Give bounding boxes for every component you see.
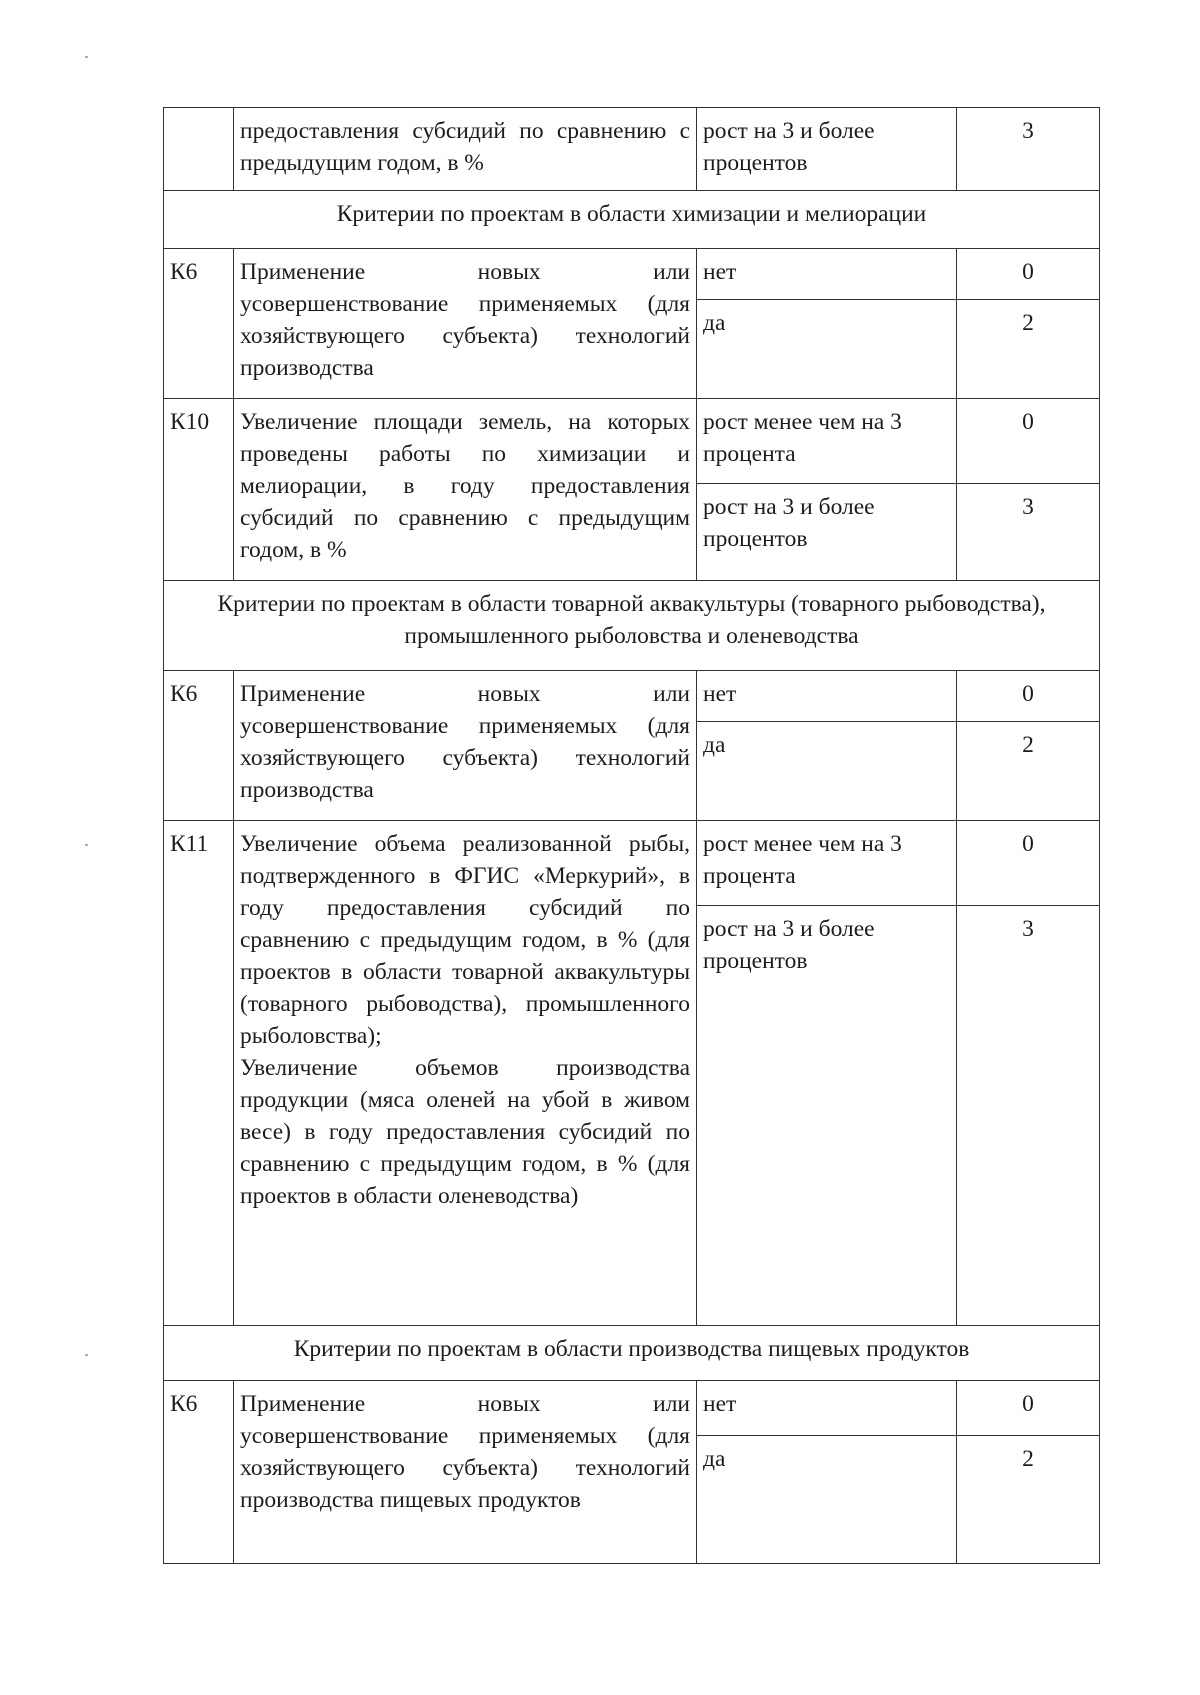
option-condition: да [697, 722, 957, 821]
option-points: 3 [957, 906, 1100, 1326]
option-condition: да [697, 300, 957, 399]
option-points: 0 [957, 399, 1100, 484]
criterion-description: Применение новых или усовершенствование применяемых (для хозяйствующего субъекта) технологий производства [234, 249, 697, 399]
option-points: 2 [957, 300, 1100, 399]
table-row [164, 108, 1100, 191]
criterion-code: К10 [164, 399, 234, 581]
option-points: 0 [957, 821, 1100, 906]
section-heading-row [164, 581, 1100, 671]
option-points: 0 [957, 249, 1100, 300]
option-condition: нет [697, 1381, 957, 1436]
section-heading: Критерии по проектам в области производства пищевых продуктов [164, 1326, 1100, 1381]
criteria-table [163, 107, 1100, 1564]
criterion-code: К6 [164, 1381, 234, 1564]
option-condition: рост на 3 и более процентов [697, 108, 957, 191]
criterion-code [164, 108, 234, 191]
option-points: 0 [957, 1381, 1100, 1436]
table-row [164, 671, 1100, 722]
table-row [164, 249, 1100, 300]
criterion-description [234, 821, 697, 1326]
option-points: 2 [957, 722, 1100, 821]
scan-speck-middle [85, 844, 88, 846]
criterion-description: Применение новых или усовершенствование применяемых (для хозяйствующего субъекта) технологий производства [234, 671, 697, 821]
option-points: 2 [957, 1436, 1100, 1564]
scan-speck-bottom [85, 1354, 88, 1356]
table-row [164, 1381, 1100, 1436]
criterion-description: Применение новых или усовершенствование применяемых (для хозяйствующего субъекта) технологий производства пищевых продуктов [234, 1381, 697, 1564]
table-row [164, 821, 1100, 906]
option-points: 3 [957, 484, 1100, 581]
option-condition: нет [697, 249, 957, 300]
option-condition: рост на 3 и более процентов [697, 906, 957, 1326]
criterion-description: предоставления субсидий по сравнению с предыдущим годом, в % [234, 108, 697, 191]
option-condition: рост на 3 и более процентов [697, 484, 957, 581]
criterion-description-part-2: Увеличение объемов производства продукции (мяса оленей на убой в живом весе) в году предоставления субсидий по сравнению с предыдущим годом, в % (для проектов в области оленеводства) [240, 1055, 690, 1209]
section-heading-row [164, 191, 1100, 249]
section-heading: Критерии по проектам в области химизации и мелиорации [164, 191, 1100, 249]
criterion-description: Увеличение площади земель, на которых проведены работы по химизации и мелиорации, в году предоставления субсидий по сравнению с предыдущим годом, в % [234, 399, 697, 581]
criterion-code: К6 [164, 249, 234, 399]
criterion-description-part-1: Увеличение объема реализованной рыбы, подтвержденного в ФГИС «Меркурий», в году предоставления субсидий по сравнению с предыдущим годом, в % (для проектов в области товарной аквакультуры (товарного рыбоводства), промышленного рыболовства); [240, 831, 690, 1049]
option-condition: рост менее чем на 3 процента [697, 821, 957, 906]
option-condition: рост менее чем на 3 процента [697, 399, 957, 484]
criterion-code: К11 [164, 821, 234, 1326]
table-row [164, 399, 1100, 484]
option-condition: нет [697, 671, 957, 722]
section-heading-row [164, 1326, 1100, 1381]
option-points: 0 [957, 671, 1100, 722]
scan-speck-top [85, 56, 88, 58]
section-heading: Критерии по проектам в области товарной аквакультуры (товарного рыбоводства), промышленного рыболовства и оленеводства [164, 581, 1100, 671]
criterion-code: К6 [164, 671, 234, 821]
option-condition: да [697, 1436, 957, 1564]
option-points: 3 [957, 108, 1100, 191]
